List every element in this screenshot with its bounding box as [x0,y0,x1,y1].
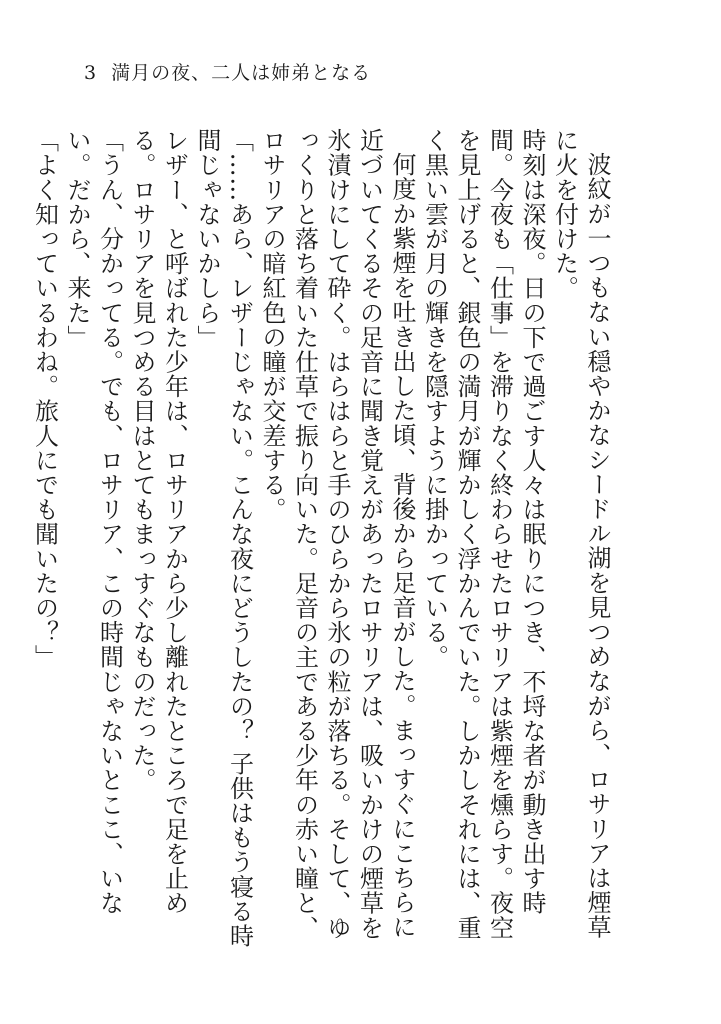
paragraph: 「うん、分かってる。でも、ロサリア、この時間じゃないとここ、いない。だから、来た」 [63,128,124,916]
paragraph: レザー、と呼ばれた少年は、ロサリアから少し離れたところで足を止める。ロサリアを見つめる目はとてもまっすぐなものだった。 [128,128,189,916]
paragraph: 波紋が一つもない穏やかなシードル湖を見つめながら、ロサリアは煙草に火を付けた。 [550,128,611,940]
chapter-header [84,58,371,85]
paragraph: 何度か紫煙を吐き出した頃、背後から足音がした。まっすぐにこちらに近づいてくるその足音に聞き覚えがあったロサリアは、吸いかけの煙草を氷漬けにして砕く。はらはらと手のひらから氷の粒が落ちる。そして、ゆっくりと落ち着いた仕草で振り向いた。足音の主である少年の赤い瞳と、ロサリアの暗紅色の瞳が交差する。 [258,128,416,940]
paragraph: 「よく知っているわね。旅人にでも聞いたの？」 [30,128,59,670]
chapter-number: 3 [84,62,98,84]
chapter-title: 満月の夜、二人は姉弟となる [111,62,372,84]
paragraph: 時刻は深夜。日の下で過ごす人々は眠りにつき、不埒な者が動き出す時間。今夜も「仕事」を滞りなく終わらせたロサリアは紫煙を燻らす。夜空を見上げると、銀色の満月が輝かしく浮かんでいた。しかしそれには、重く黒い雲が月の輝きを隠すように掛かっている。 [420,128,546,940]
paragraph: 「……あら、レザーじゃない。こんな夜にどうしたの？ 子供はもう寝る時間じゃないかしら」 [193,128,254,949]
body-text [30,128,613,958]
